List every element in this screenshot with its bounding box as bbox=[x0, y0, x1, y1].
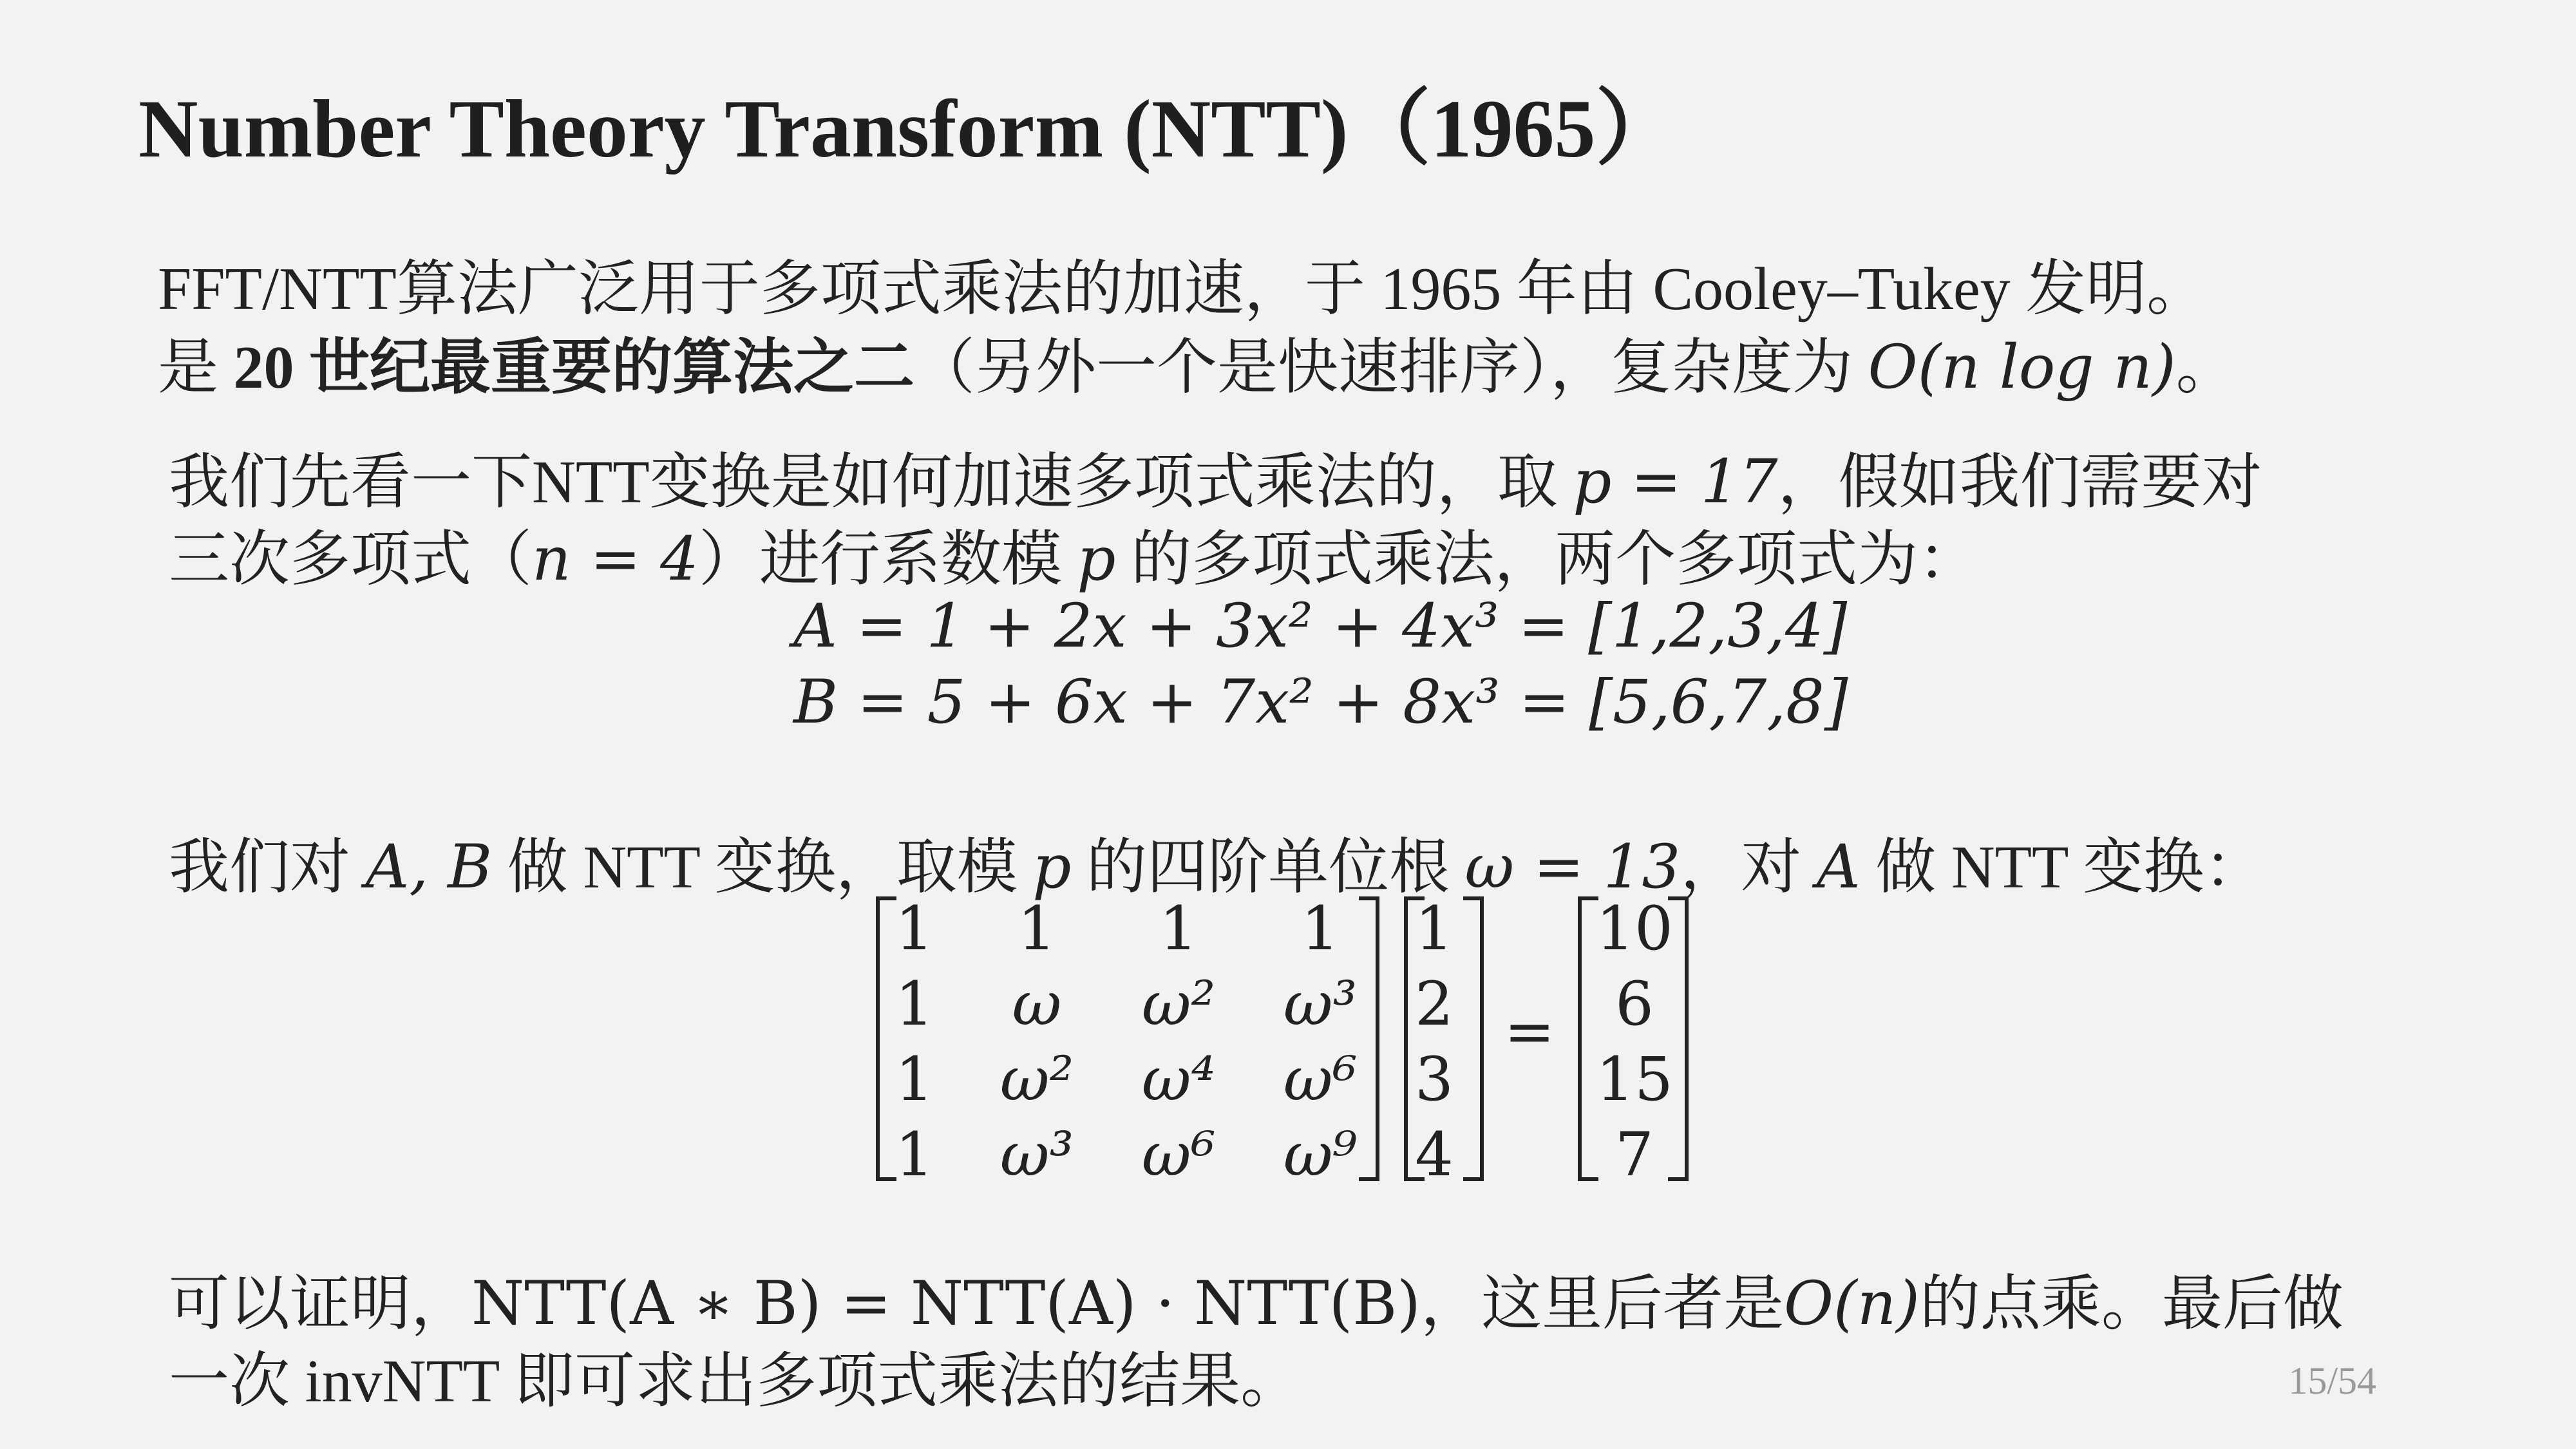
matrix-cell: ω⁶ bbox=[1283, 1045, 1358, 1115]
intro-line-1: FFT/NTT算法广泛用于多项式乘法的加速，于 1965 年由 Cooley–Tukey 发明。 bbox=[158, 256, 2208, 323]
para1-text-c: 三次多项式（ bbox=[169, 526, 533, 593]
intro-line-2-pre: 是 bbox=[158, 334, 234, 401]
para3-text-b: ，这里后者是 bbox=[1420, 1271, 1784, 1338]
vector-cell: 1 bbox=[1415, 894, 1454, 964]
polynomial-a: A = 1 + 2x + 3x² + 4x³ = [1,2,3,4] bbox=[793, 591, 1848, 661]
omega-formula: ω = 13 bbox=[1464, 832, 1681, 902]
result-cell: 10 bbox=[1596, 894, 1673, 964]
intro-line-2-end: 。 bbox=[2175, 334, 2237, 401]
para2-text-a: 我们对 bbox=[169, 834, 366, 901]
para1-text-a: 我们先看一下NTT变换是如何加速多项式乘法的，取 bbox=[169, 449, 1573, 516]
result-cell: 7 bbox=[1615, 1120, 1654, 1190]
para3-line-1 bbox=[169, 1255, 2344, 1341]
para1-line-1 bbox=[169, 433, 2262, 520]
matrix-cell: 1 bbox=[895, 1120, 934, 1190]
matrix-cell: ω² bbox=[999, 1045, 1074, 1115]
para2-line bbox=[169, 818, 2264, 905]
vector-cell: 4 bbox=[1415, 1120, 1454, 1190]
para3-line-2: 一次 invNTT 即可求出多项式乘法的结果。 bbox=[169, 1348, 1302, 1415]
matrix-cell: ω² bbox=[1141, 969, 1216, 1039]
matrix-cell: 1 bbox=[895, 969, 934, 1039]
matrix-cell: ω⁴ bbox=[1141, 1045, 1216, 1115]
para2-text-b: 做 NTT 变换，取模 bbox=[492, 834, 1033, 901]
vector-cell: 2 bbox=[1415, 969, 1454, 1039]
para1-text-b: ，假如我们需要对 bbox=[1777, 449, 2262, 516]
matrix-cell: ω⁶ bbox=[1141, 1120, 1216, 1190]
matrix-cell: 1 bbox=[1018, 894, 1056, 964]
linear-complexity: O(n) bbox=[1783, 1269, 1920, 1339]
matrix-cell: 1 bbox=[1301, 894, 1340, 964]
modulus-formula: p = 17 bbox=[1573, 447, 1778, 517]
intro-emphasis: 20 世纪最重要的算法之二 bbox=[233, 334, 915, 401]
matrix-cell: 1 bbox=[895, 894, 934, 964]
intro-line-2 bbox=[158, 318, 2237, 405]
para2-text-e: 做 NTT 变换： bbox=[1860, 834, 2265, 901]
matrix-cell: 1 bbox=[1159, 894, 1198, 964]
matrix-cell: ω⁹ bbox=[1283, 1120, 1358, 1190]
complexity-formula: O(n log n) bbox=[1868, 332, 2176, 402]
para2-text-c: 的四阶单位根 bbox=[1071, 834, 1465, 901]
para3-text-c: 的点乘。最后做 bbox=[1919, 1271, 2344, 1338]
p-symbol: p bbox=[1077, 524, 1116, 594]
result-cell: 6 bbox=[1615, 969, 1654, 1039]
para3-text-a: 可以证明， bbox=[169, 1271, 472, 1338]
ntt-identity: NTT(A ∗ B) = NTT(A) · NTT(B) bbox=[471, 1269, 1421, 1339]
p-symbol-2: p bbox=[1032, 832, 1072, 902]
matrix-cell: 1 bbox=[895, 1045, 934, 1115]
polynomial-b: B = 5 + 6x + 7x² + 8x³ = [5,6,7,8] bbox=[793, 667, 1848, 737]
degree-formula: n = 4 bbox=[532, 524, 699, 594]
ab-symbols: A, B bbox=[365, 832, 493, 902]
para1-text-e: 的多项式乘法，两个多项式为： bbox=[1115, 526, 1979, 593]
slide-title: Number Theory Transform (NTT)（1965） bbox=[138, 83, 1678, 175]
matrix-cell: ω bbox=[1012, 969, 1062, 1039]
vector-cell: 3 bbox=[1415, 1045, 1454, 1115]
matrix-cell: ω³ bbox=[999, 1120, 1074, 1190]
matrix-equals-sign: = bbox=[1504, 997, 1555, 1067]
a-symbol: A bbox=[1816, 832, 1861, 902]
para1-line-2 bbox=[169, 510, 1978, 597]
matrix-cell: ω³ bbox=[1283, 969, 1358, 1039]
page-number: 15/54 bbox=[2288, 1359, 2376, 1402]
result-cell: 15 bbox=[1596, 1045, 1673, 1115]
para2-text-d: ，对 bbox=[1680, 834, 1817, 901]
para1-text-d: ）进行系数模 bbox=[698, 526, 1077, 593]
intro-line-2-post: （另外一个是快速排序），复杂度为 bbox=[914, 334, 1868, 401]
